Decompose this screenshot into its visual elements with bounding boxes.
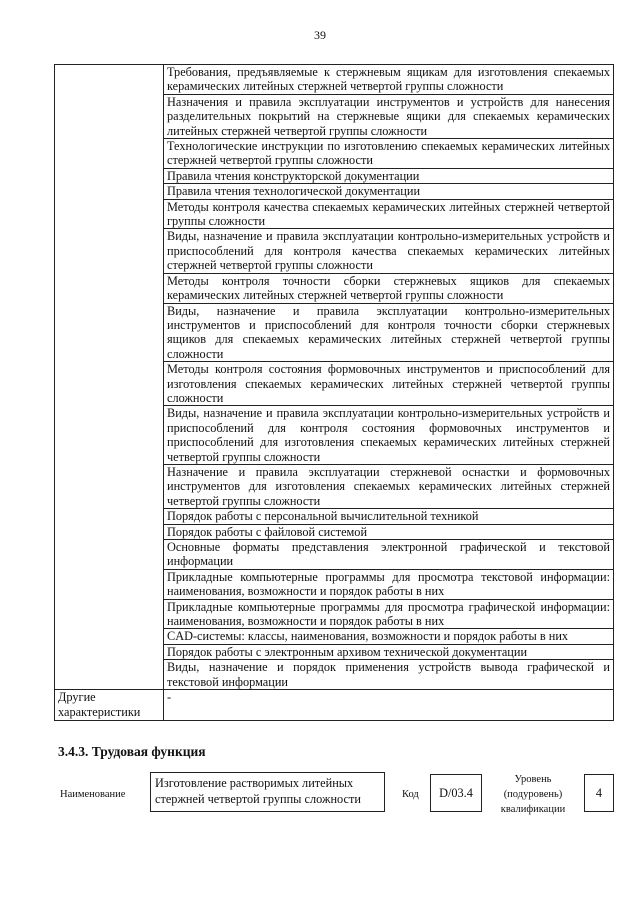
name-label: Наименование [60, 789, 126, 800]
knowledge-item: Прикладные компьютерные программы для просмотра графической информации: наименования, возможности и порядок работы в них [164, 599, 614, 629]
knowledge-item: Методы контроля точности сборки стержневых ящиков для спекаемых керамических литейных стержней четвертой группы сложности [164, 273, 614, 303]
code-label: Код [402, 789, 419, 800]
knowledge-item: CAD-системы: классы, наименования, возможности и порядок работы в них [164, 629, 614, 644]
qualification-level-box: 4 [584, 774, 614, 812]
row-label-empty [55, 65, 164, 690]
knowledge-item: Методы контроля состояния формовочных инструментов и приспособлений для изготовления спекаемых керамических литейных стержней четвертой группы сложности [164, 362, 614, 406]
knowledge-item: Назначение и правила эксплуатации стержневой оснастки и формовочных инструментов для изготовления спекаемых керамических литейных стержней четвертой группы сложности [164, 464, 614, 508]
knowledge-item: Методы контроля качества спекаемых керамических литейных стержней четвертой группы сложности [164, 199, 614, 229]
knowledge-item: Виды, назначение и порядок применения устройств вывода графической и текстовой информации [164, 660, 614, 690]
table-row [55, 65, 614, 95]
knowledge-item: Порядок работы с файловой системой [164, 524, 614, 539]
knowledge-item: Порядок работы с персональной вычислительной техникой [164, 509, 614, 524]
knowledge-item: Назначения и правила эксплуатации инструментов и устройств для нанесения разделительных покрытий на стержневые ящики для спекаемых керамических литейных стержней четвертой группы сложности [164, 94, 614, 138]
knowledge-item: Правила чтения технологической документации [164, 184, 614, 199]
qualification-level-label: Уровень (подуровень) квалификации [500, 774, 566, 815]
other-characteristics-value: - [164, 690, 614, 721]
knowledge-item: Основные форматы представления электронной графической и текстовой информации [164, 540, 614, 570]
knowledge-item: Порядок работы с электронным архивом технической документации [164, 644, 614, 659]
knowledge-item: Прикладные компьютерные программы для просмотра текстовой информации: наименования, возможности и порядок работы в них [164, 569, 614, 599]
knowledge-requirements-table [54, 64, 614, 721]
table-row [55, 690, 614, 721]
knowledge-item: Требования, предъявляемые к стержневым ящикам для изготовления спекаемых керамических литейных стержней четвертой группы сложности [164, 65, 614, 95]
knowledge-item: Правила чтения конструкторской документации [164, 168, 614, 183]
function-code-box: D/03.4 [430, 774, 482, 812]
function-name-box: Изготовление растворимых литейных стержней четвертой группы сложности [150, 772, 385, 812]
knowledge-item: Технологические инструкции по изготовлению спекаемых керамических литейных стержней четвертой группы сложности [164, 139, 614, 169]
knowledge-item: Виды, назначение и правила эксплуатации контрольно-измерительных устройств и приспособлений для контроля качества спекаемых керамических литейных стержней четвертой группы сложности [164, 229, 614, 273]
knowledge-item: Виды, назначение и правила эксплуатации контрольно-измерительных устройств и приспособлений для контроля состояния формовочных инструментов и приспособлений для изготовления спекаемых керамических литейных стержней четвертой группы сложности [164, 406, 614, 465]
section-title: 3.4.3. Трудовая функция [58, 744, 206, 759]
knowledge-item: Виды, назначение и правила эксплуатации контрольно-измерительных инструментов и приспособлений для контроля точности сборки стержневых ящиков для спекаемых керамических литейных стержней четвертой группы сложности [164, 303, 614, 362]
other-characteristics-label: Другие характеристики [55, 690, 164, 721]
page-number: 39 [314, 28, 326, 42]
